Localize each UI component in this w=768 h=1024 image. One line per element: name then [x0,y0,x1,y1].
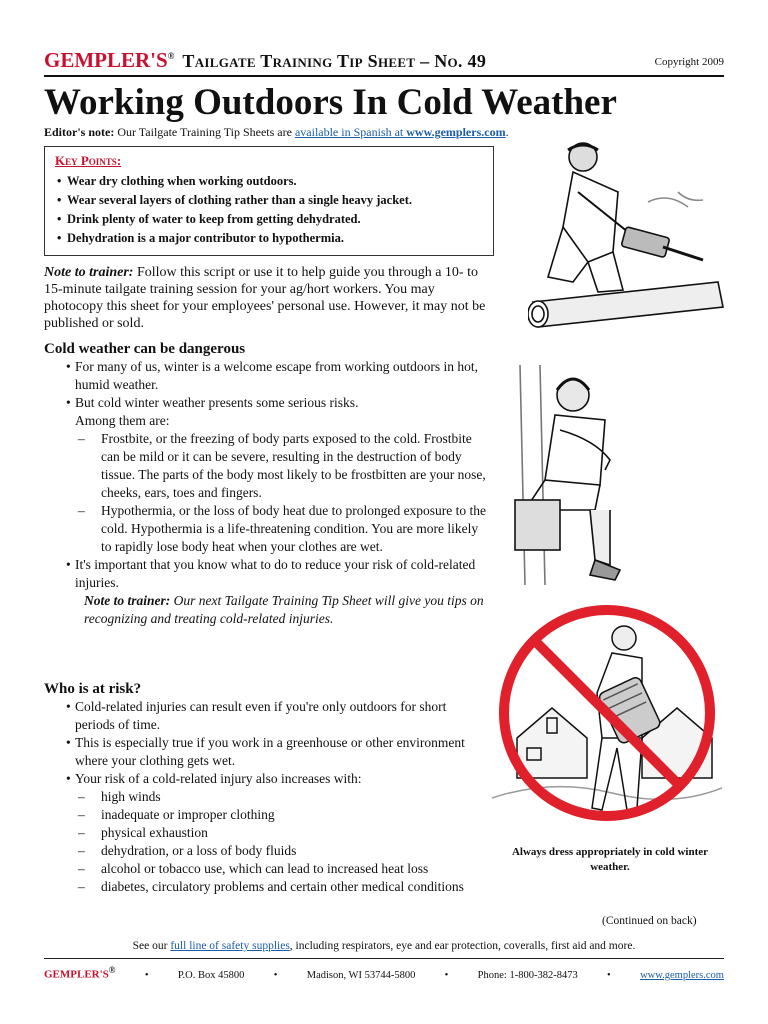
copyright: Copyright 2009 [654,56,724,68]
safety-supplies-link[interactable]: full line of safety supplies [170,940,290,952]
list-item: • This is especially true if you work in a greenhouse or other environment where your clothing gets wet. [44,734,489,770]
key-points-box [44,146,494,256]
list-item: – Frostbite, or the freezing of body parts exposed to the cold. Frostbite can be mild or it can be severe, resulting in the destruction of body tissue. The parts of the body most likely to be frostbitten are your nose, cheeks, ears, toes and fingers. [44,430,489,502]
key-point: • Dehydration is a major contributor to hypothermia. [67,229,483,248]
key-point: • Wear several layers of clothing rather than a single heavy jacket. [67,191,483,210]
see-our-line: See our full line of safety supplies, including respirators, eye and ear protection, coveralls, first aid and more. [132,940,636,952]
series-title: Tailgate Training Tip Sheet – No. 49 [182,51,487,71]
footer-phone: Phone: 1-800-382-8473 [477,969,578,981]
trainer-note: Note to trainer: Follow this script or use it to help guide you through a 10- to 15-minute tailgate training session for your ag/hort workers. You may photocopy this sheet for your employees' personal use. However, it may not be published or sold. [44,265,486,331]
trainer-note-2: Note to trainer: Our next Tailgate Training Tip Sheet will give you tips on recognizing and treating cold-related injuries. [84,593,484,626]
page-title: Working Outdoors In Cold Weather [44,82,617,123]
illustration-chainsaw-worker [528,132,728,332]
section-heading: Cold weather can be dangerous [44,341,246,357]
footer-city: Madison, WI 53744-5800 [306,969,416,981]
list-item: • For many of us, winter is a welcome escape from working outdoors in hot, humid weather. [44,358,489,394]
footer-brand: GEMPLER'S® [44,965,116,981]
footer-rule [44,958,724,959]
header [44,48,724,78]
illustration-seated-worker [505,360,635,590]
footer: GEMPLER'S® • P.O. Box 45800 • Madison, WI 53744-5800 • Phone: 1-800-382-8473 • www.gemplers.com [44,965,724,981]
editor-note: Editor's note: Our Tailgate Training Tip Sheets are available in Spanish at www.gemplers.com. [44,125,509,139]
risk-item: – alcohol or tobacco use, which can lead to increased heat loss [44,860,489,878]
risk-item: – inadequate or improper clothing [44,806,489,824]
brand-logo: GEMPLER'S® [44,48,175,72]
illustration-no-sign [492,598,722,838]
section-who-at-risk [44,680,489,896]
risk-item: – physical exhaustion [44,824,489,842]
footer-po-box: P.O. Box 45800 [177,969,245,981]
list-item: • It's important that you know what to do to reduce your risk of cold-related injuries. [44,556,489,592]
list-item: • But cold winter weather presents some serious risks. Among them are: [44,394,489,430]
list-item: • Your risk of a cold-related injury also increases with: [44,770,489,788]
illustration-caption: Always dress appropriately in cold winter weather. [511,846,709,873]
risk-item: – diabetes, circulatory problems and certain other medical conditions [44,878,489,896]
section-cold-weather [44,340,489,628]
continued-note: (Continued on back) [602,915,697,927]
risk-item: – dehydration, or a loss of body fluids [44,842,489,860]
footer-website-link[interactable]: www.gemplers.com [640,969,724,981]
key-point: • Drink plenty of water to keep from getting dehydrated. [67,210,483,229]
key-point: • Wear dry clothing when working outdoors. [67,172,483,191]
list-item: • Cold-related injuries can result even if you're only outdoors for short periods of time. [44,698,489,734]
spanish-link[interactable]: available in Spanish at www.gemplers.com [294,125,506,139]
list-item: – Hypothermia, or the loss of body heat due to prolonged exposure to the cold. Hypothermia is a life-threatening condition. You are more likely to rapidly lose body heat when your clothes are wet. [44,502,489,556]
key-points-heading: Key Points: [55,153,122,168]
risk-item: – high winds [44,788,489,806]
section-heading: Who is at risk? [44,681,142,697]
header-rule [44,75,724,77]
